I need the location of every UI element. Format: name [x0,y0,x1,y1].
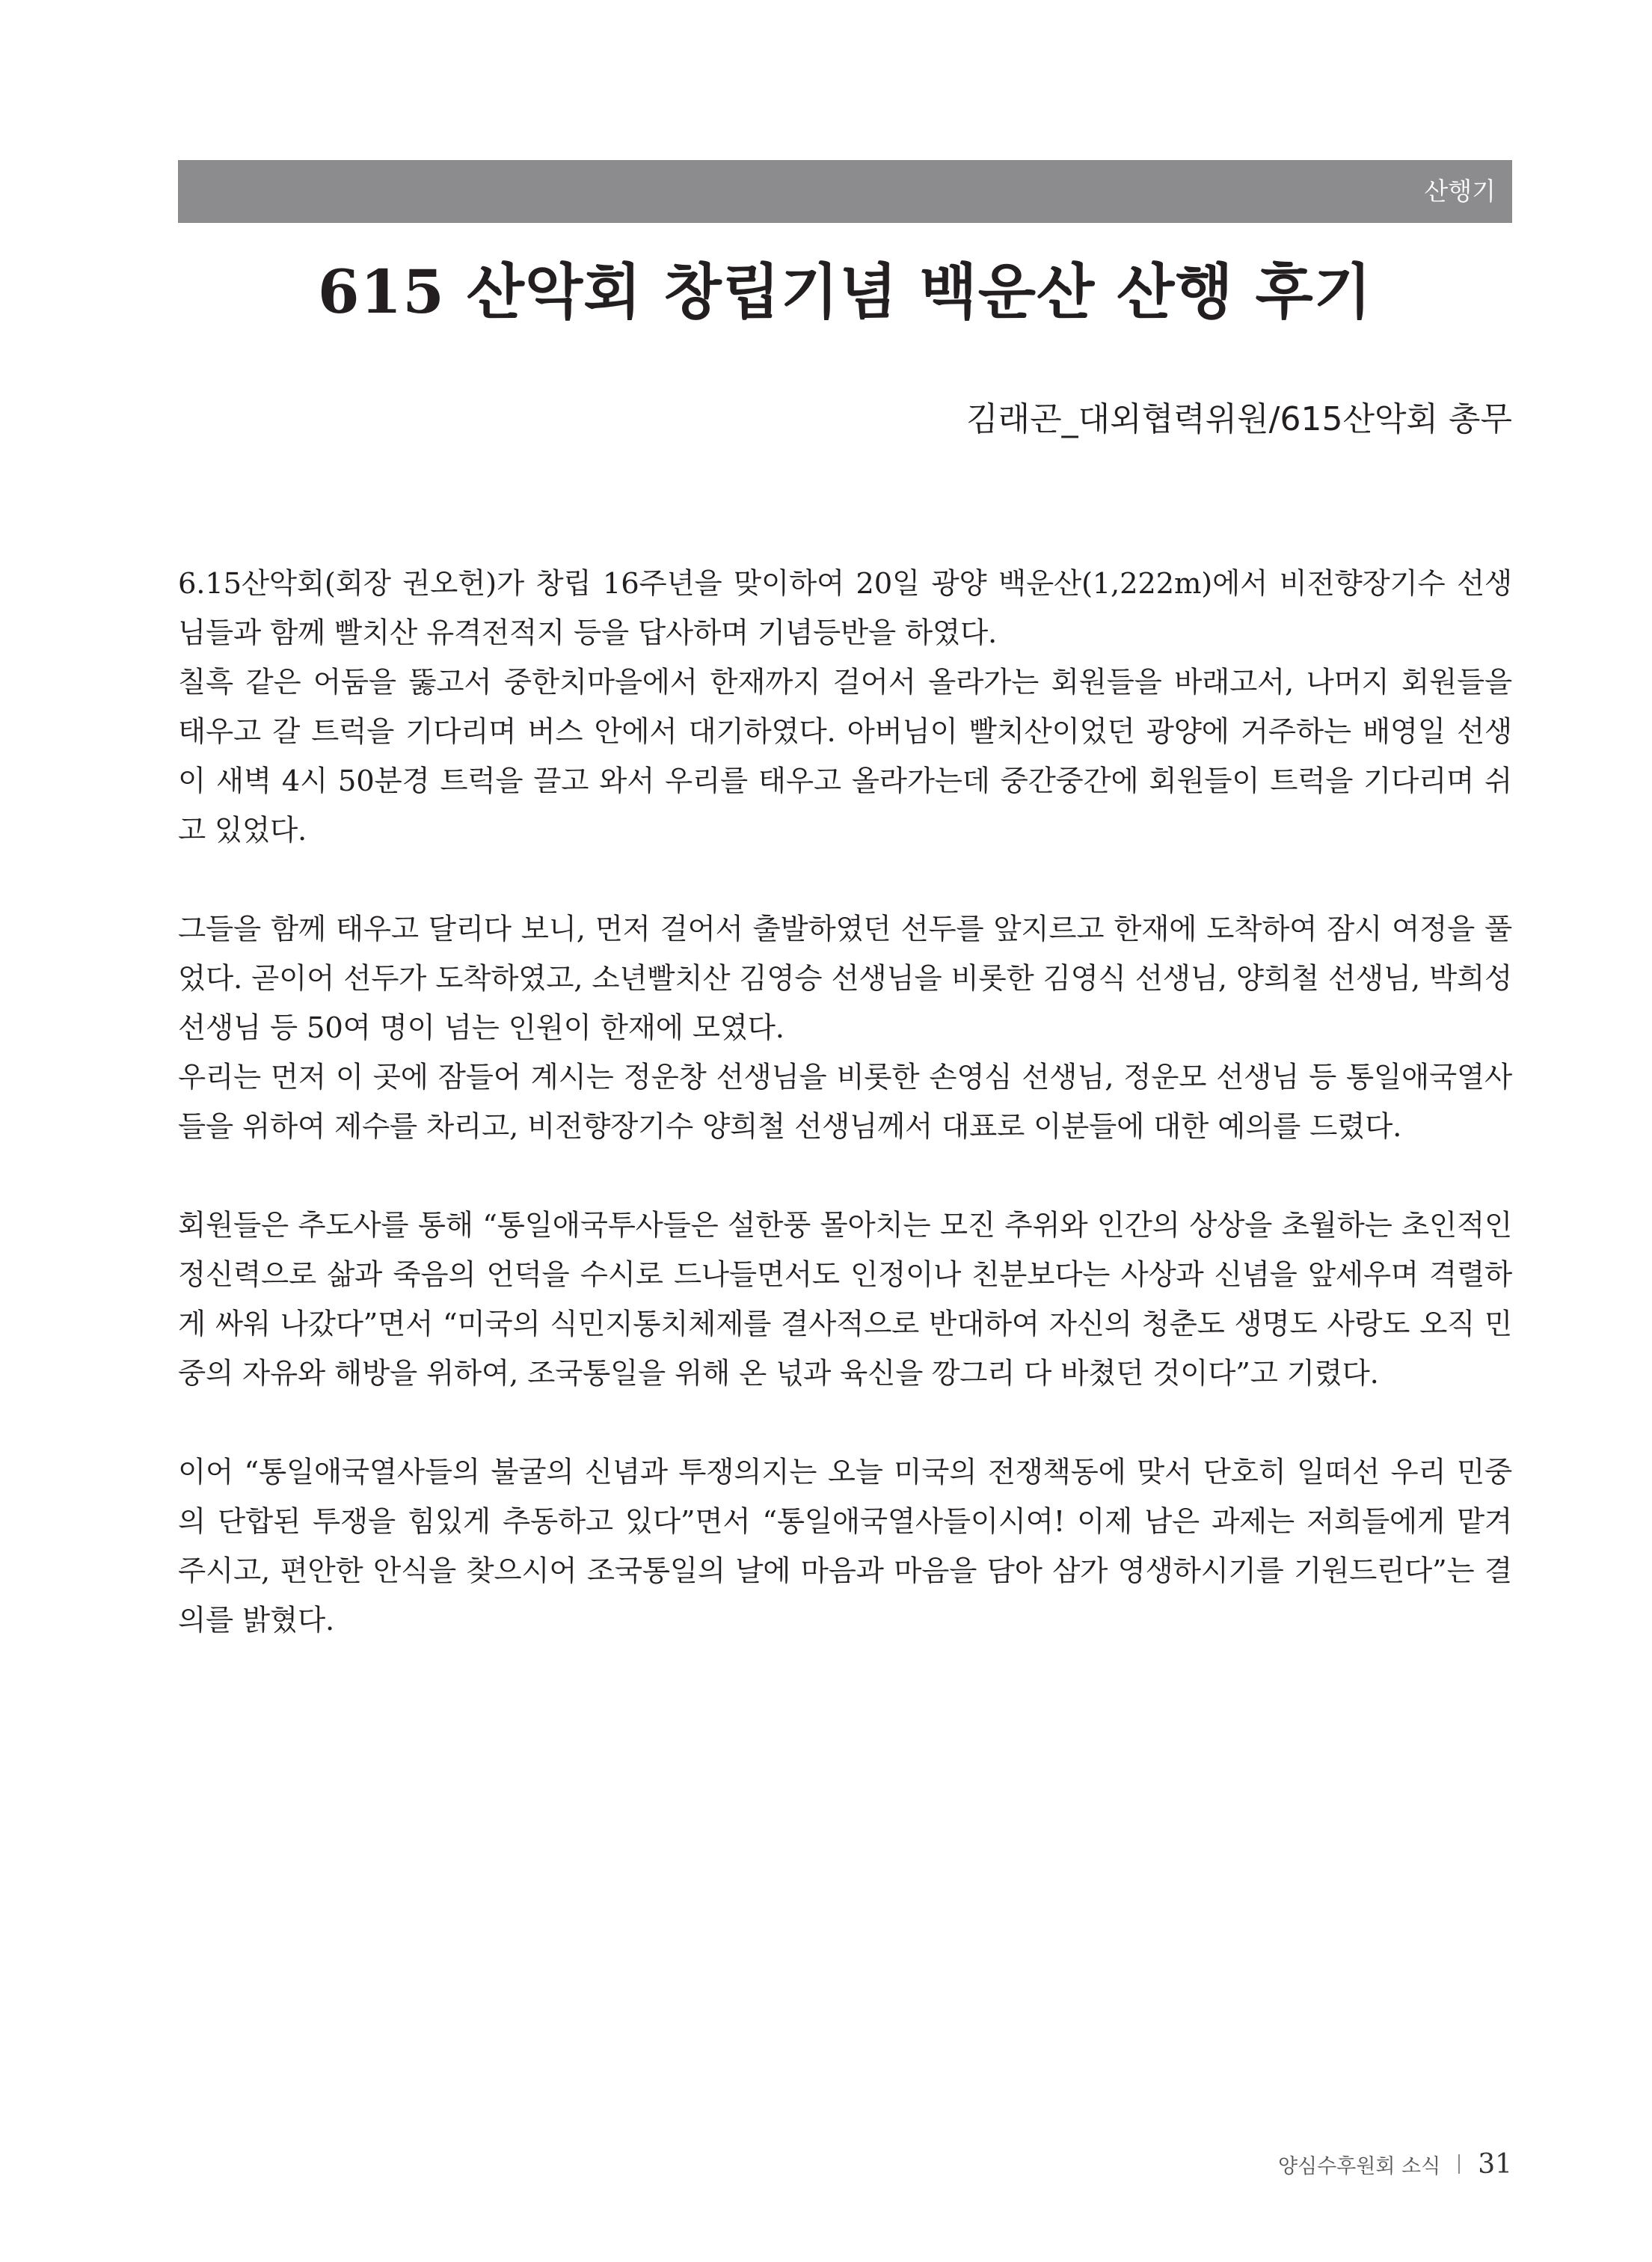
paragraph: 칠흑 같은 어둠을 뚫고서 중한치마을에서 한재까지 걸어서 올라가는 회원들을 바래고서, 나머지 회원들을 태우고 갈 트럭을 기다리며 버스 안에서 대기하였다. 아버님이 빨치산이었던 광양에 거주하는 배영일 선생이 새벽 4시 50분경 트럭을 끌고 와서 우리를 태우고 올라가는데 중간중간에 회원들이 트럭을 기다리며 쉬고 있었다. [178,666,1512,848]
publication-name: 양심수후원회 소식 [1277,2154,1441,2178]
author-byline: 김래곤_대외협력위원/615산악회 총무 [966,400,1512,438]
paragraph-group [178,905,1512,1152]
paragraph: 우리는 먼저 이 곳에 잠들어 계시는 정운창 선생님을 비롯한 손영심 선생님, 정운모 선생님 등 통일애국열사들을 위하여 제수를 차리고, 비전향장기수 양희철 선생님께서 대표로 이분들에 대한 예의를 드렸다. [178,1061,1512,1144]
paragraph-group [178,1448,1512,1646]
page-footer [1278,2145,1512,2183]
footer-divider [1458,2154,1460,2174]
paragraph: 그들을 함께 태우고 달리다 보니, 먼저 걸어서 출발하였던 선두를 앞지르고 한재에 도착하여 잠시 여정을 풀었다. 곧이어 선두가 도착하였고, 소년빨치산 김영승 선생님을 비롯한 김영식 선생님, 양희철 선생님, 박희성 선생님 등 50여 명이 넘는 인원이 한재에 모였다. [178,913,1512,1045]
article-title: 615 산악회 창립기념 백운산 산행 후기 [317,257,1373,327]
paragraph-group [178,560,1512,856]
page-number: 31 [1478,2148,1512,2180]
section-header-bar [178,160,1512,223]
article-body [178,560,1512,1695]
section-label: 산행기 [1424,177,1496,206]
paragraph: 이어 “통일애국열사들의 불굴의 신념과 투쟁의지는 오늘 미국의 전쟁책동에 맞서 단호히 일떠선 우리 민중의 단합된 투쟁을 힘있게 추동하고 있다”면서 “통일애국열사들이시여! 이제 남은 과제는 저희들에게 맡겨 주시고, 편안한 안식을 찾으시어 조국통일의 날에 마음과 마음을 담아 삼가 영생하시기를 기원드린다”는 결의를 밝혔다. [178,1456,1512,1637]
paragraph: 회원들은 추도사를 통해 “통일애국투사들은 설한풍 몰아치는 모진 추위와 인간의 상상을 초월하는 초인적인 정신력으로 삶과 죽음의 언덕을 수시로 드나들면서도 인정이나 친분보다는 사상과 신념을 앞세우며 격렬하게 싸워 나갔다”면서 “미국의 식민지통치체제를 결사적으로 반대하여 자신의 청춘도 생명도 사랑도 오직 민중의 자유와 해방을 위하여, 조국통일을 위해 온 넋과 육신을 깡그리 다 바쳤던 것이다”고 기렸다. [178,1209,1512,1391]
paragraph-group [178,1201,1512,1399]
paragraph: 6.15산악회(회장 권오헌)가 창립 16주년을 맞이하여 20일 광양 백운산(1,222m)에서 비전향장기수 선생님들과 함께 빨치산 유격전적지 등을 답사하며 기념등반을 하였다. [178,567,1512,650]
